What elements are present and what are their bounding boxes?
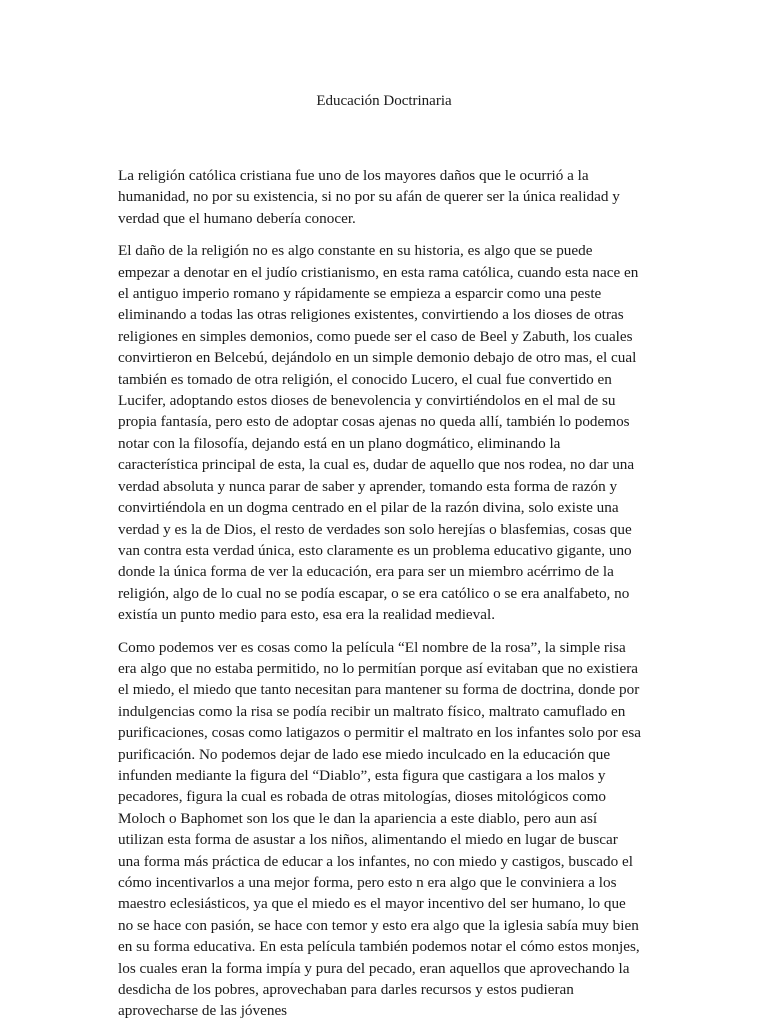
paragraph-1: La religión católica cristiana fue uno de los mayores daños que le ocurrió a la humanidad, no por su existencia, si no por su afán de querer ser la única realidad y verdad que el humano debería conocer.: [118, 167, 620, 227]
document-body: [118, 165, 642, 1033]
paragraph-2: El daño de la religión no es algo constante en su historia, es algo que se puede empezar a denotar en el judío cristianismo, en esta rama católica, cuando esta nace en el antiguo imperio romano y rápidamente se empieza a esparcir como una peste eliminando a todas las otras religiones existentes, convirtiendo a los dioses de otras religiones en simples demonios, como puede ser el caso de Beel y Zabuth, los cuales convirtieron en Belcebú, dejándolo en un simple demonio debajo de otro mas, el cual también es tomado de otra religión, el conocido Lucero, el cual fue convertido en Lucifer, adoptando estos dioses de benevolencia y convirtiéndolos en el mal de su propia fantasía, pero esto de adoptar cosas ajenas no queda allí, también lo podemos notar con la filosofía, dejando está en un plano dogmático, eliminando la característica principal de esta, la cual es, dudar de aquello que nos rodea, no dar una verdad absoluta y nunca parar de saber y aprender, tomando esta forma de razón y convirtiéndola en un dogma centrado en el pilar de la razón divina, solo existe una verdad y es la de Dios, el resto de verdades son solo herejías o blasfemias, cosas que van contra esta verdad única, esto claramente es un problema educativo gigante, uno donde la única forma de ver la educación, era para ser un miembro acérrimo de la religión, algo de lo cual no se podía escapar, o se era católico o se era analfabeto, no existía un punto medio para esto, esa era la realidad medieval.: [118, 242, 639, 624]
document-title: Educación Doctrinaria: [316, 93, 452, 109]
paragraph-3: Como podemos ver es cosas como la película “El nombre de la rosa”, la simple risa era algo que no estaba permitido, no lo permitían porque así evitaban que no existiera el miedo, el miedo que tanto necesitan para mantener su forma de doctrina, donde por indulgencias como la risa se podía recibir un maltrato físico, maltrato camuflado en purificaciones, cosas como latigazos o permitir el maltrato en los infantes solo por esa purificación. No podemos dejar de lado ese miedo inculcado en la educación que infunden mediante la figura del “Diablo”, esta figura que castigara a los malos y pecadores, figura la cual es robada de otras mitologías, dioses mitológicos como Moloch o Baphomet son los que le dan la apariencia a este diablo, pero aun así utilizan esta forma de asustar a los niños, alimentando el miedo en lugar de buscar una forma más práctica de educar a los infantes, no con miedo y castigos, buscado el cómo incentivarlos a una mejor forma, pero esto n era algo que le conviniera a los maestro eclesiásticos, ya que el miedo es el mayor incentivo del ser humano, lo que no se hace con pasión, se hace con temor y esto era algo que la iglesia sabía muy bien en su forma educativa. En esta película también podemos notar el cómo estos monjes, los cuales eran la forma impía y pura del pecado, eran aquellos que aprovechando la desdicha de los pobres, aprovechaban para darles recursos y estos pudieran aprovecharse de las jóvenes: [118, 638, 641, 1020]
